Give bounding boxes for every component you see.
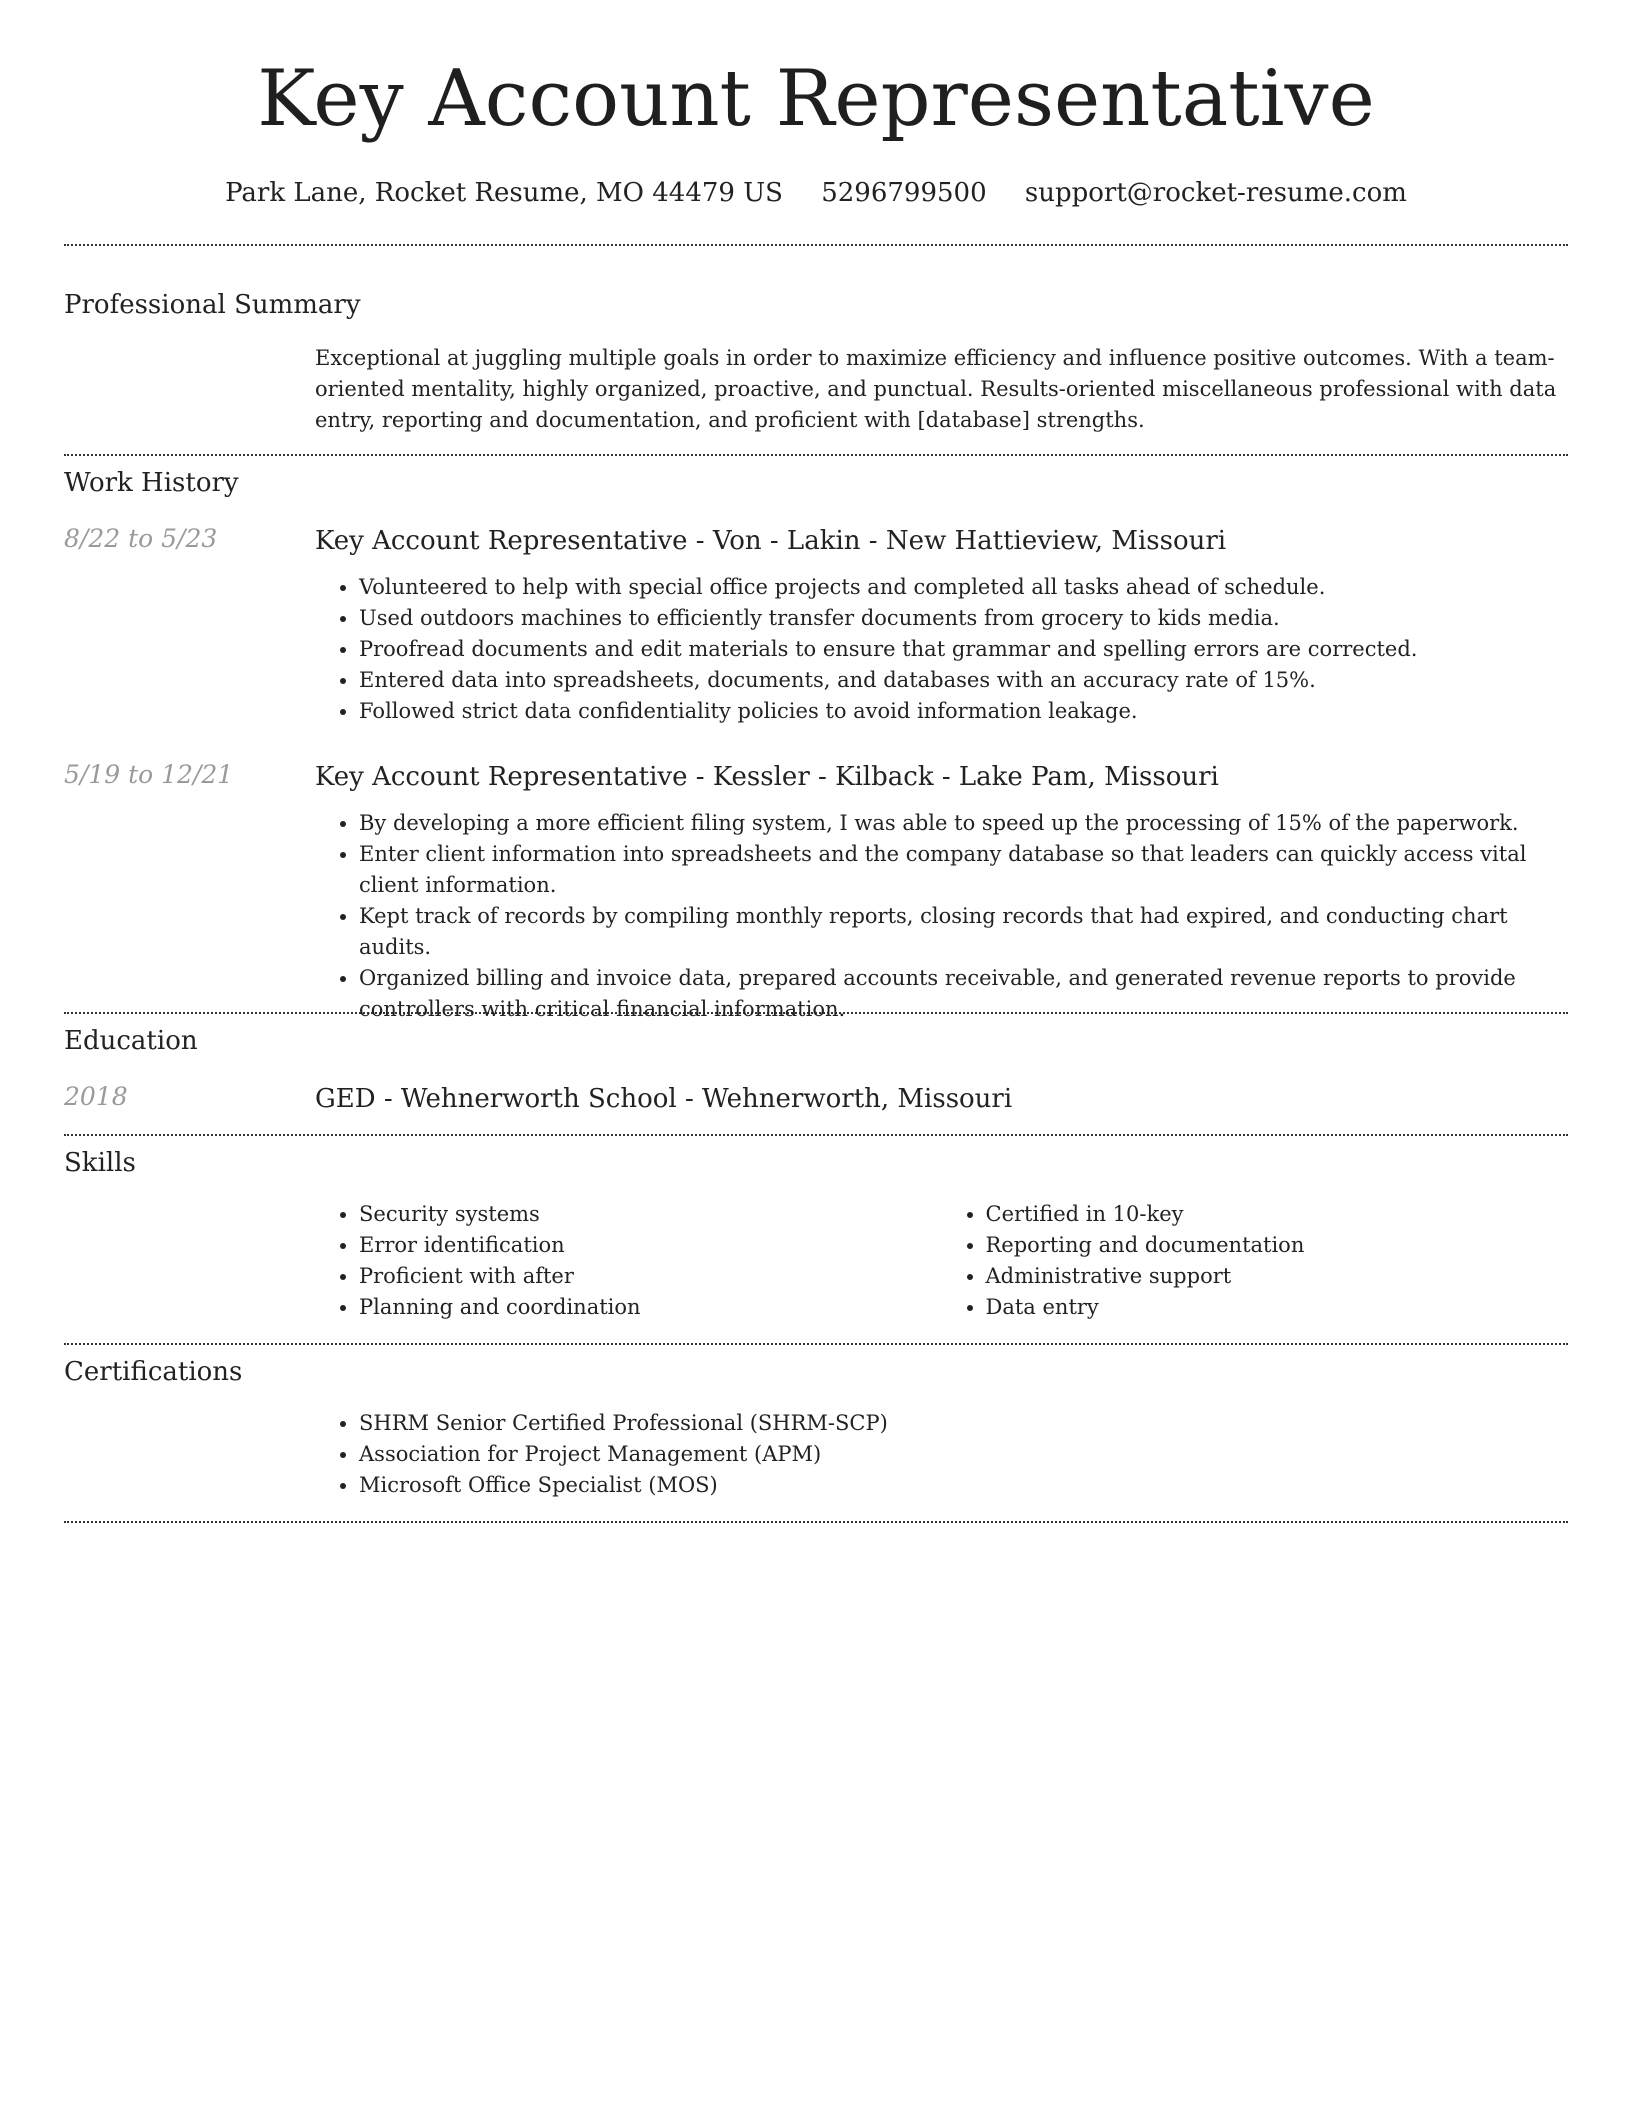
education-dates: 2018	[64, 1082, 128, 1111]
section-title-certifications: Certifications	[64, 1357, 243, 1387]
job-bullets	[315, 808, 1568, 1025]
section-title-summary: Professional Summary	[64, 290, 361, 320]
candidate-name: Key Account Representative	[257, 54, 1375, 144]
list-item: • Used outdoors machines to efficiently transfer documents from grocery to kids media.	[359, 603, 1568, 634]
list-item: • Organized billing and invoice data, prepared accounts receivable, and generated revenue reports to provide controllers with critical financial information.	[359, 963, 1568, 1025]
work-history-section	[0, 456, 1632, 1021]
job-heading: Key Account Representative - Kessler - Kilback - Lake Pam, Missouri	[315, 762, 1219, 792]
contact-line	[0, 178, 1632, 208]
list-item: • Proficient with after	[359, 1261, 942, 1292]
section-title-skills: Skills	[64, 1148, 136, 1178]
job-bullets	[315, 572, 1568, 727]
job-heading: Key Account Representative - Von - Lakin - New Hattieview, Missouri	[315, 526, 1227, 556]
education-heading: GED - Wehnerworth School - Wehnerworth, Missouri	[315, 1084, 1013, 1114]
divider	[64, 1521, 1568, 1523]
list-item: • Entered data into spreadsheets, documents, and databases with an accuracy rate of 15%.	[359, 665, 1568, 696]
contact-email: support@rocket-resume.com	[1024, 178, 1407, 208]
list-item: • Administrative support	[986, 1261, 1569, 1292]
list-item: • Microsoft Office Specialist (MOS)	[359, 1470, 1568, 1501]
list-item: • Kept track of records by compiling monthly reports, closing records that had expired, and conducting chart audits.	[359, 901, 1568, 963]
list-item: • By developing a more efficient filing system, I was able to speed up the processing of 15% of the paperwork.	[359, 808, 1568, 839]
list-item: • Followed strict data confidentiality policies to avoid information leakage.	[359, 696, 1568, 727]
list-item: • Planning and coordination	[359, 1292, 942, 1323]
job-dates: 5/19 to 12/21	[64, 760, 234, 789]
list-item: • SHRM Senior Certified Professional (SHRM-SCP)	[359, 1408, 1568, 1439]
list-item: • Volunteered to help with special office projects and completed all tasks ahead of schedule.	[359, 572, 1568, 603]
summary-section	[0, 246, 1632, 454]
contact-address: Park Lane, Rocket Resume, MO 44479 US	[225, 178, 783, 208]
list-item: • Proofread documents and edit materials to ensure that grammar and spelling errors are corrected.	[359, 634, 1568, 665]
contact-phone: 5296799500	[821, 178, 987, 208]
list-item: • Security systems	[359, 1199, 942, 1230]
certifications-list	[315, 1408, 1568, 1501]
skills-section	[0, 1136, 1632, 1343]
list-item: • Reporting and documentation	[986, 1230, 1569, 1261]
section-title-education: Education	[64, 1026, 198, 1056]
job-dates: 8/22 to 5/23	[64, 524, 218, 553]
list-item: • Data entry	[986, 1292, 1569, 1323]
skills-list-left	[315, 1199, 942, 1323]
list-item: • Enter client information into spreadsheets and the company database so that leaders can quickly access vital client information.	[359, 839, 1568, 901]
summary-text: Exceptional at juggling multiple goals in order to maximize efficiency and influence positive outcomes. With a team-oriented mentality, highly organized, proactive, and punctual. Results-oriented miscellaneous professional with data entry, reporting and documentation, and proficient with [database] strengths.	[315, 346, 1557, 432]
education-section	[0, 1014, 1632, 1134]
job-entry	[0, 524, 1632, 727]
skills-list-right	[942, 1199, 1569, 1323]
list-item: • Error identification	[359, 1230, 942, 1261]
section-title-work: Work History	[64, 468, 239, 498]
list-item: • Certified in 10-key	[986, 1199, 1569, 1230]
job-entry	[0, 760, 1632, 1025]
list-item: • Association for Project Management (APM)	[359, 1439, 1568, 1470]
certifications-section	[0, 1345, 1632, 1521]
